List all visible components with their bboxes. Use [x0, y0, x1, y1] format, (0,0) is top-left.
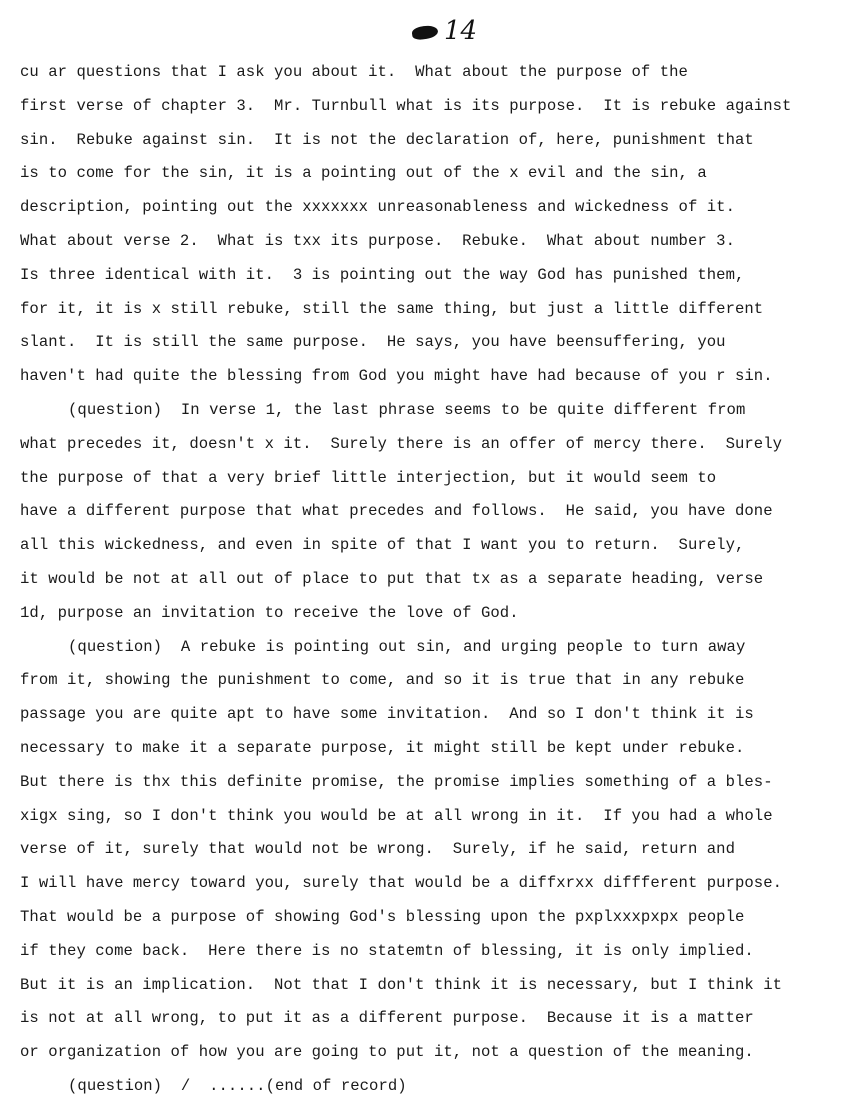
ink-blot-mark	[411, 24, 439, 40]
text-line: slant. It is still the same purpose. He says, you have beensuffering, you	[20, 333, 726, 352]
text-line: But it is an implication. Not that I don't think it is necessary, but I think it	[20, 975, 783, 994]
text-line: all this wickedness, and even in spite of that I want you to return. Surely,	[20, 536, 745, 555]
text-line: is to come for the sin, it is a pointing out of the x evil and the sin, a	[20, 164, 707, 183]
text-line: What about verse 2. What is txx its purpose. Rebuke. What about number 3.	[20, 231, 735, 250]
text-line: (question) A rebuke is pointing out sin, and urging people to turn away	[68, 637, 746, 656]
text-line: have a different purpose that what precedes and follows. He said, you have done	[20, 502, 773, 521]
page-number	[412, 18, 492, 48]
text-line: for it, it is x still rebuke, still the same thing, but just a little different	[20, 299, 764, 318]
text-line: first verse of chapter 3. Mr. Turnbull what is its purpose. It is rebuke against	[20, 96, 792, 115]
text-line: xigx sing, so I don't think you would be at all wrong in it. If you had a whole	[20, 806, 773, 825]
text-line: is not at all wrong, to put it as a different purpose. Because it is a matter	[20, 1009, 754, 1028]
text-line: Is three identical with it. 3 is pointing out the way God has punished them,	[20, 265, 745, 284]
transcript-body	[20, 56, 850, 1104]
text-line: cu ar questions that I ask you about it. What about the purpose of the	[20, 63, 688, 81]
text-line: But there is thx this definite promise, the promise implies something of a bles-	[20, 772, 773, 791]
text-line: That would be a purpose of showing God's blessing upon the pxplxxxpxpx people	[20, 907, 745, 926]
text-line: from it, showing the punishment to come, and so it is true that in any rebuke	[20, 671, 745, 690]
text-line: description, pointing out the xxxxxxx unreasonableness and wickedness of it.	[20, 198, 735, 217]
text-line: if they come back. Here there is no statemtn of blessing, it is only implied.	[20, 941, 754, 960]
text-line: the purpose of that a very brief little interjection, but it would seem to	[20, 468, 717, 487]
text-line: passage you are quite apt to have some invitation. And so I don't think it is	[20, 705, 754, 724]
text-line: what precedes it, doesn't x it. Surely there is an offer of mercy there. Surely	[20, 434, 783, 453]
text-line: haven't had quite the blessing from God you might have had because of you r sin.	[20, 367, 773, 386]
page-number-text: 14	[444, 16, 478, 46]
text-line: or organization of how you are going to put it, not a question of the meaning.	[20, 1043, 754, 1062]
text-line: necessary to make it a separate purpose, it might still be kept under rebuke.	[20, 738, 745, 757]
text-line: it would be not at all out of place to put that tx as a separate heading, verse	[20, 569, 764, 588]
text-line: I will have mercy toward you, surely that would be a diffxrxx diffferent purpose.	[20, 874, 783, 893]
text-line: sin. Rebuke against sin. It is not the declaration of, here, punishment that	[20, 130, 754, 149]
text-line: (question) In verse 1, the last phrase seems to be quite different from	[68, 400, 746, 419]
text-line: 1d, purpose an invitation to receive the love of God.	[20, 603, 519, 622]
text-line: verse of it, surely that would not be wrong. Surely, if he said, return and	[20, 840, 735, 859]
text-line: (question) / ......(end of record)	[68, 1076, 407, 1095]
